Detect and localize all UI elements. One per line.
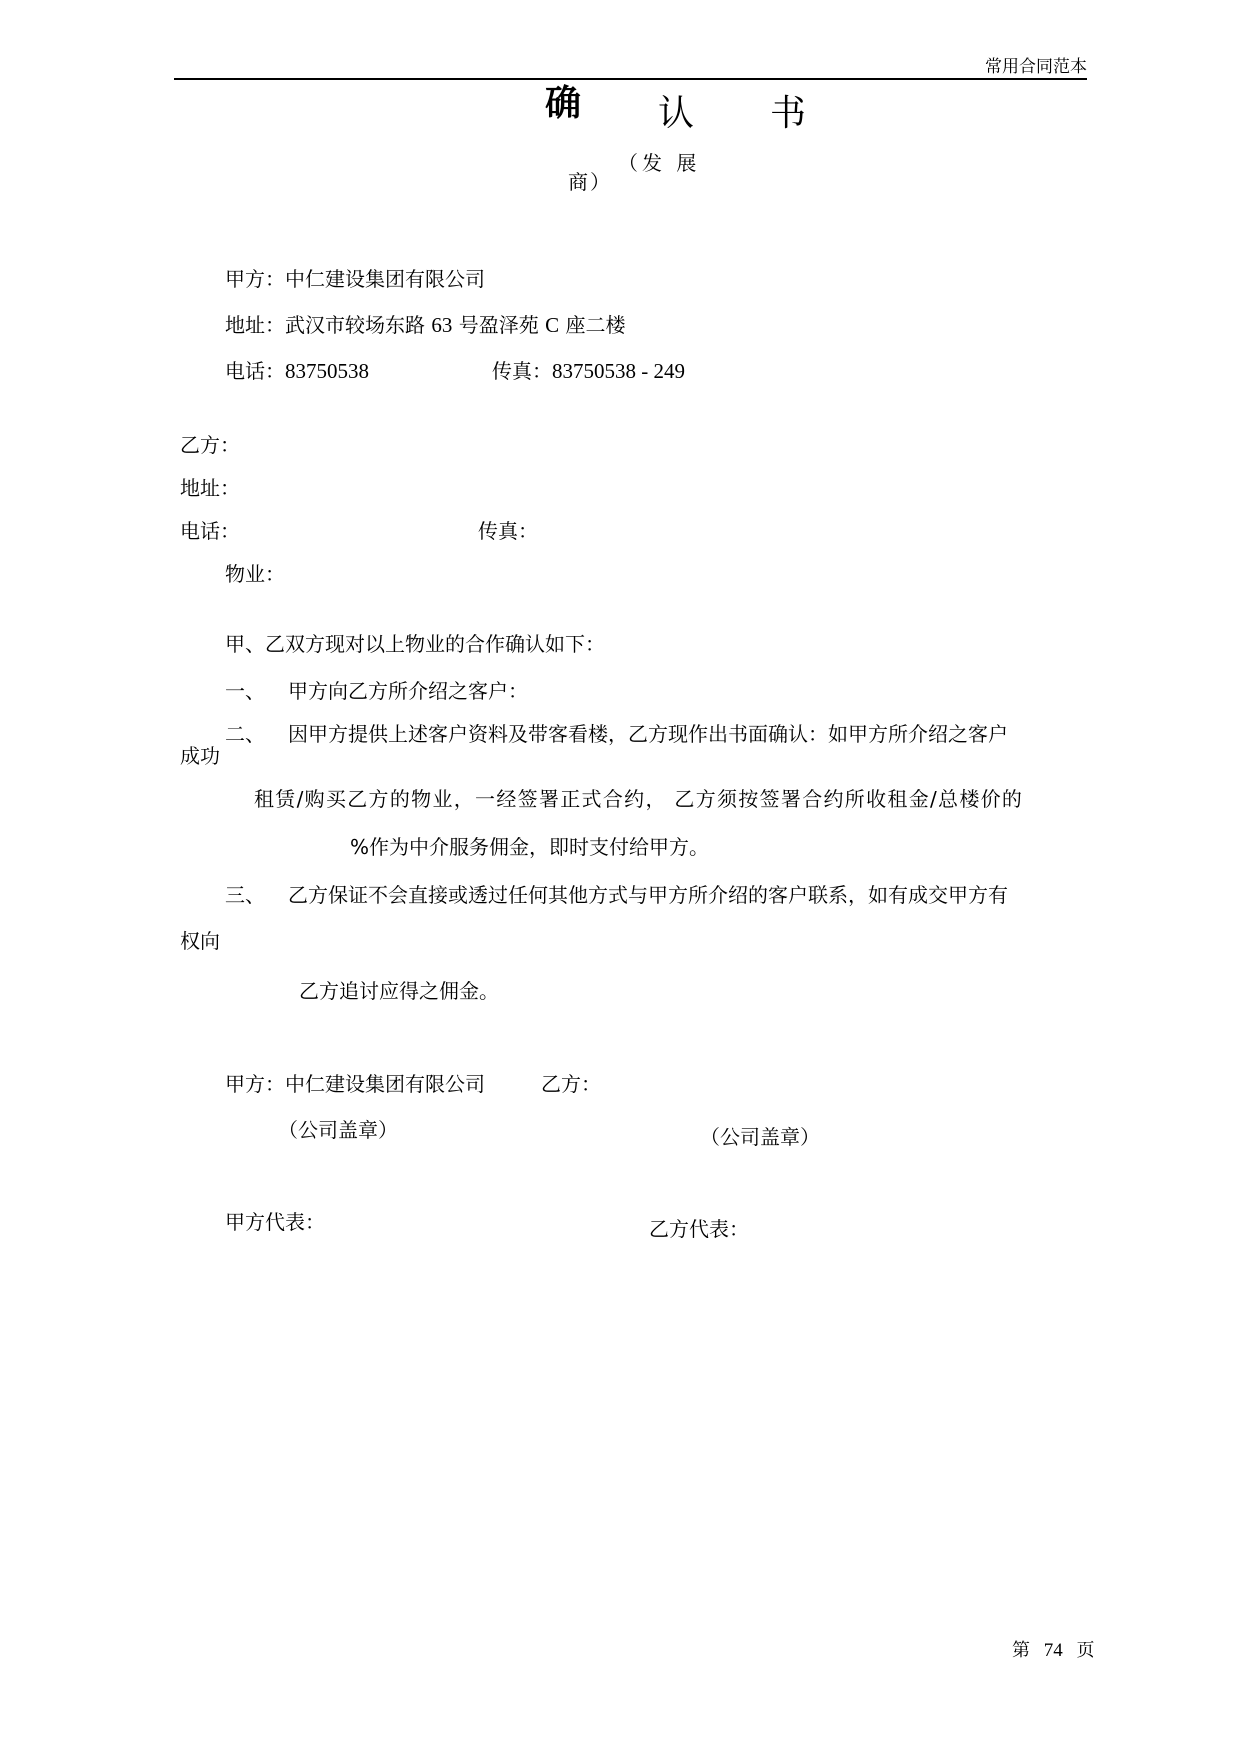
party-a-phone-label: 电话： [225,359,285,383]
item2-continuation-2: %作为中介服务佣金，即时支付给甲方。 [350,835,710,859]
signature-party-b: 乙方： [541,1072,601,1096]
page-number [1012,1636,1094,1662]
seal-party-b: （公司盖章） [700,1125,820,1149]
title-char-3: 书 [770,93,807,134]
representative-party-b: 乙方代表： [649,1217,749,1241]
party-a-fax-label: 传真： [492,359,552,383]
party-a-address-part3: 座二楼 [559,313,626,337]
subtitle-line1: （发 展 [618,151,701,175]
page-number-value: 74 [1043,1640,1063,1661]
running-header: 常用合同范本 [985,57,1087,77]
party-a-address-number: 63 [431,313,453,337]
page-suffix: 页 [1076,1640,1095,1661]
representative-party-a: 甲方代表： [225,1210,325,1234]
item2-number: 二、 [225,722,265,746]
party-a-fax: 83750538 - 249 [552,359,685,383]
party-b-fax-label: 传真： [478,519,538,543]
item3-continuation: 乙方追讨应得之佣金。 [299,979,499,1003]
item3-number: 三、 [225,883,265,907]
party-a-address-part1: 武汉市较场东路 [285,313,432,337]
header-rule [174,78,1087,80]
party-a-phone-line [225,359,369,383]
party-a-fax-line [492,359,685,383]
intro-text: 甲、乙双方现对以上物业的合作确认如下： [225,632,605,656]
party-a-address-label: 地址： [225,313,285,337]
signature-party-a: 甲方：中仁建设集团有限公司 [225,1072,485,1096]
item2-text: 因甲方提供上述客户资料及带客看楼，乙方现作出书面确认：如甲方所介绍之客户 [288,722,1008,746]
subtitle-line2: 商） [568,170,612,194]
party-a-address-line [225,313,625,337]
item3-text: 乙方保证不会直接或透过任何其他方式与甲方所介绍的客户联系，如有成交甲方有 [288,883,1008,907]
property-label: 物业： [225,562,285,586]
item1-number: 一、 [225,679,265,703]
party-a-address-part2: 号盈泽苑 [452,313,546,337]
item2-wrap: 成功 [180,744,220,768]
party-b-phone-label: 电话： [180,519,240,543]
party-a-name-line [225,267,485,291]
title-char-2: 认 [658,93,695,134]
item1-text: 甲方向乙方所介绍之客户： [288,679,528,703]
party-a-name: 中仁建设集团有限公司 [285,267,485,291]
party-a-phone: 83750538 [285,359,369,383]
item2-continuation-1: 租赁/购买乙方的物业，一经签署正式合约， 乙方须按签署合约所收租金/总楼价的 [254,787,1024,811]
party-b-address-label: 地址： [180,476,240,500]
party-b-name-label: 乙方： [180,433,240,457]
seal-party-a: （公司盖章） [278,1118,398,1142]
item3-wrap: 权向 [180,929,220,953]
title-char-1: 确 [545,83,582,124]
page-prefix: 第 [1012,1640,1030,1661]
party-a-address-block: C [545,313,560,337]
party-a-name-label: 甲方： [225,267,285,291]
